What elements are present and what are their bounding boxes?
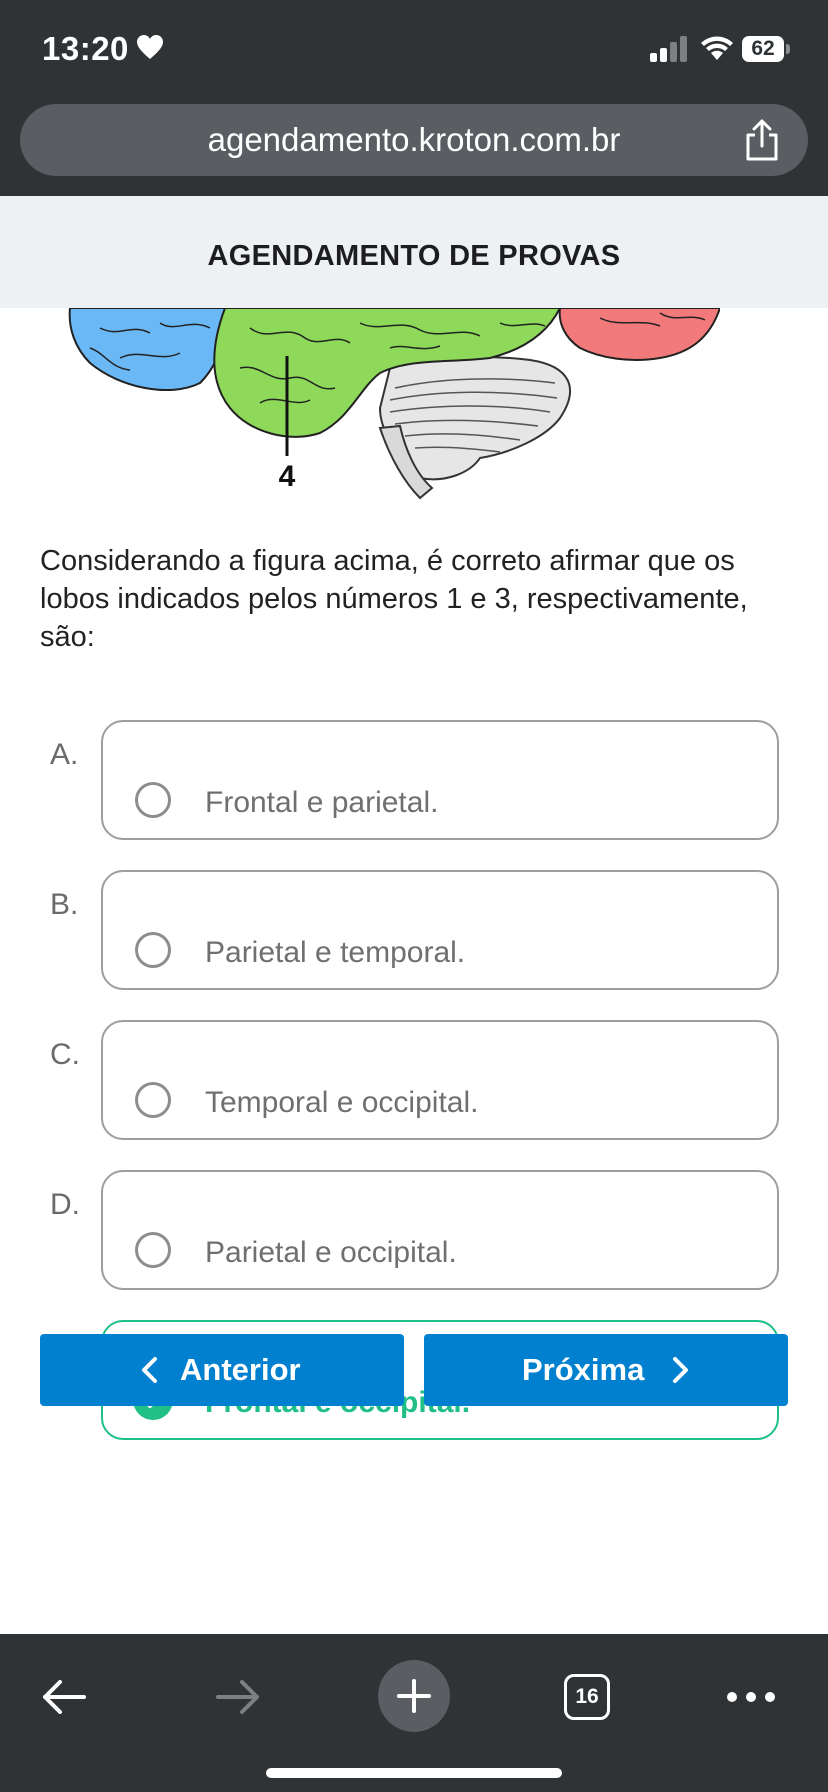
option-text: Frontal e parietal. [205, 786, 439, 819]
more-icon[interactable] [726, 1690, 776, 1704]
home-indicator [266, 1768, 562, 1778]
option-letter: C. [50, 1038, 80, 1071]
plus-icon [396, 1678, 432, 1714]
previous-button-label: Anterior [180, 1352, 301, 1387]
address-bar[interactable] [20, 104, 808, 176]
forward-icon[interactable] [214, 1678, 262, 1716]
chevron-right-icon [672, 1356, 690, 1384]
radio-button[interactable] [135, 1232, 171, 1268]
next-button[interactable] [424, 1334, 788, 1406]
battery-level: 62 [742, 36, 784, 62]
page-header [0, 196, 828, 308]
figure-label: 4 [278, 460, 296, 493]
status-time: 13:20 [42, 30, 129, 67]
signal-icon [650, 36, 690, 62]
option-text: occipital. [340, 1386, 471, 1419]
next-button-label: Próxima [522, 1352, 645, 1387]
battery-tip [786, 44, 790, 54]
radio-button[interactable] [135, 1082, 171, 1118]
brain-lobes-figure [60, 308, 720, 518]
new-tab-button[interactable] [378, 1660, 450, 1732]
status-bar [0, 0, 828, 96]
option-text: Parietal e occipital. [205, 1236, 457, 1269]
option-box[interactable] [101, 1020, 779, 1140]
browser-toolbar [0, 1634, 828, 1792]
answer-option-b[interactable] [0, 870, 828, 990]
battery-indicator [742, 36, 788, 62]
radio-button[interactable] [135, 932, 171, 968]
heart-icon [136, 34, 164, 60]
back-icon[interactable] [40, 1678, 88, 1716]
option-text: Parietal e temporal. [205, 936, 466, 969]
previous-button[interactable] [40, 1334, 404, 1406]
option-text: Temporal e occipital. [205, 1086, 479, 1119]
wifi-icon [700, 34, 734, 62]
question-text: Considerando a figura acima, é correto afirmar que os lobos indicados pelos números 1 e 3, respectivamente, são: [40, 545, 748, 653]
answer-option-a[interactable] [0, 720, 828, 840]
url-text[interactable]: agendamento.kroton.com.br [207, 121, 621, 158]
radio-button[interactable] [135, 782, 171, 818]
option-box[interactable] [101, 870, 779, 990]
option-letter: D. [50, 1188, 80, 1221]
share-icon[interactable] [742, 118, 782, 162]
tabs-button[interactable]: 16 [564, 1674, 610, 1720]
page-content [0, 196, 828, 1634]
option-box[interactable] [101, 720, 779, 840]
option-letter: B. [50, 888, 79, 921]
option-letter: A. [50, 738, 79, 771]
answer-option-c[interactable] [0, 1020, 828, 1140]
chevron-left-icon [140, 1356, 158, 1384]
answer-option-d[interactable] [0, 1170, 828, 1290]
option-box[interactable] [101, 1170, 779, 1290]
page-title: AGENDAMENTO DE PROVAS [207, 240, 621, 272]
